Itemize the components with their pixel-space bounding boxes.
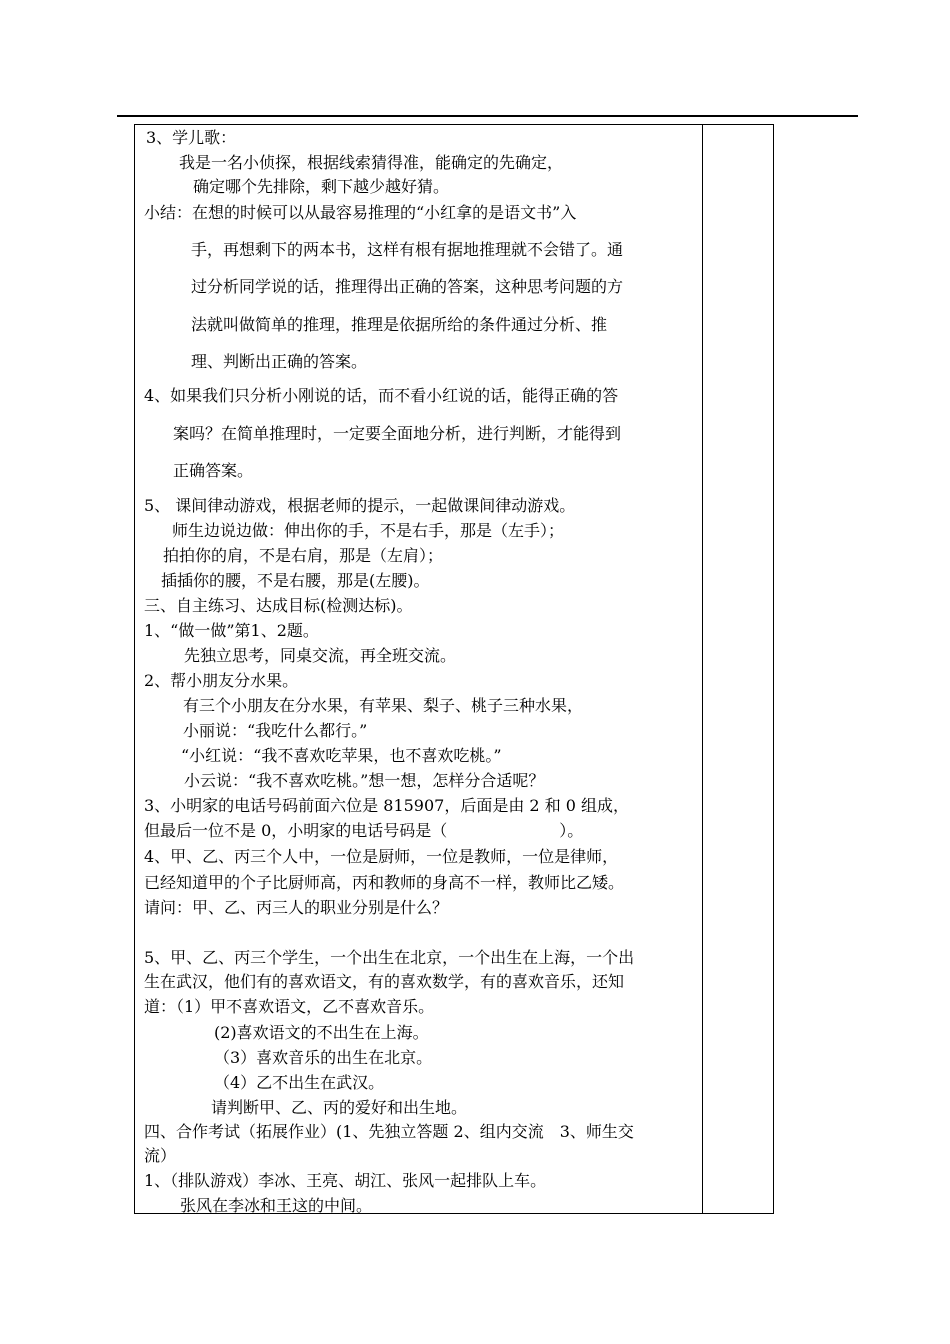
question-4-line: 正确答案。	[173, 461, 254, 480]
question-4-line: 案吗？在简单推理时，一定要全面地分析，进行判断，才能得到	[173, 424, 622, 443]
song-line: 我是一名小侦探，根据线索猜得准，能确定的先确定，	[179, 153, 564, 172]
summary-line: 小结：在想的时候可以从最容易推理的“小红拿的是语文书”入	[144, 203, 577, 222]
exercise-5-line: （3）喜欢音乐的出生在北京。	[214, 1048, 433, 1067]
exercise-5-line: 生在武汉，他们有的喜欢语文，有的喜欢数学，有的喜欢音乐，还知	[144, 972, 625, 991]
exercise-2-line: 小云说：“我不喜欢吃桃。”想一想，怎样分合适呢？	[184, 771, 545, 790]
header-rule	[117, 115, 858, 117]
summary-line: 手，再想剩下的两本书，这样有根有据地推理就不会错了。通	[191, 240, 624, 259]
exercise-4-line: 4、甲、乙、丙三个人中，一位是厨师，一位是教师，一位是律师，	[144, 847, 619, 866]
question-4-line: 4、如果我们只分析小刚说的话，而不看小红说的话，能得正确的答	[144, 386, 619, 405]
exercise-1-line: 1、“做一做”第1、2题。	[144, 621, 319, 640]
exercise-2-line: “小红说：“我不喜欢吃苹果，也不喜欢吃桃。”	[181, 746, 502, 765]
exercise-3-line: 3、小明家的电话号码前面六位是 815907，后面是由 2 和 0 组成，	[144, 796, 630, 815]
exercise-1-line: 先独立思考，同桌交流，再全班交流。	[184, 646, 457, 665]
exercise-5-line: (2)喜欢语文的不出生在上海。	[214, 1023, 429, 1042]
section-4-title: 四、合作考试（拓展作业）(1、先独立答题 2、组内交流 3、师生交	[144, 1122, 634, 1141]
exercise-5-line: 5、甲、乙、丙三个学生，一个出生在北京，一个出生在上海，一个出	[144, 948, 635, 967]
summary-line: 理、判断出正确的答案。	[191, 352, 368, 371]
exercise-4-line: 请问：甲、乙、丙三人的职业分别是什么？	[144, 898, 449, 917]
summary-line: 过分析同学说的话，推理得出正确的答案，这种思考问题的方	[191, 277, 624, 296]
question-5-line: 拍拍你的肩，不是右肩，那是（左肩）；	[163, 546, 444, 565]
song-line: 确定哪个先排除，剩下越少越好猜。	[193, 177, 450, 196]
exercise-2-line: 有三个小朋友在分水果，有苹果、梨子、桃子三种水果，	[183, 696, 584, 715]
queue-game-line: 1、（排队游戏）李冰、王亮、胡江、张风一起排队上车。	[144, 1171, 547, 1190]
section-3-title: 三、自主练习、达成目标(检测达标)。	[144, 596, 413, 615]
exercise-5-line: 道：（1）甲不喜欢语文，乙不喜欢音乐。	[144, 997, 435, 1016]
section-4-title: 流）	[144, 1146, 177, 1165]
exercise-5-line: 请判断甲、乙、丙的爱好和出生地。	[211, 1098, 468, 1117]
summary-line: 法就叫做简单的推理，推理是依据所给的条件通过分析、推	[191, 315, 608, 334]
exercise-5-line: （4）乙不出生在武汉。	[214, 1073, 385, 1092]
question-5-line: 插插你的腰，不是右腰，那是(左腰)。	[161, 571, 430, 590]
question-5-line: 师生边说边做：伸出你的手，不是右手，那是（左手）；	[172, 521, 565, 540]
exercise-2-line: 小丽说：“我吃什么都行。”	[183, 721, 368, 740]
song-heading: 3、学儿歌：	[146, 128, 237, 147]
queue-game-line: 张风在李冰和王这的中间。	[180, 1196, 373, 1215]
exercise-4-line: 已经知道甲的个子比厨师高，丙和教师的身高不一样，教师比乙矮。	[144, 873, 625, 892]
exercise-3-line: 但最后一位不是 0，小明家的电话号码是（ ）。	[144, 821, 584, 840]
exercise-2-line: 2、帮小朋友分水果。	[144, 671, 299, 690]
question-5-line: 5、 课间律动游戏，根据老师的提示，一起做课间律动游戏。	[144, 496, 576, 515]
table-column-divider	[702, 124, 703, 1214]
